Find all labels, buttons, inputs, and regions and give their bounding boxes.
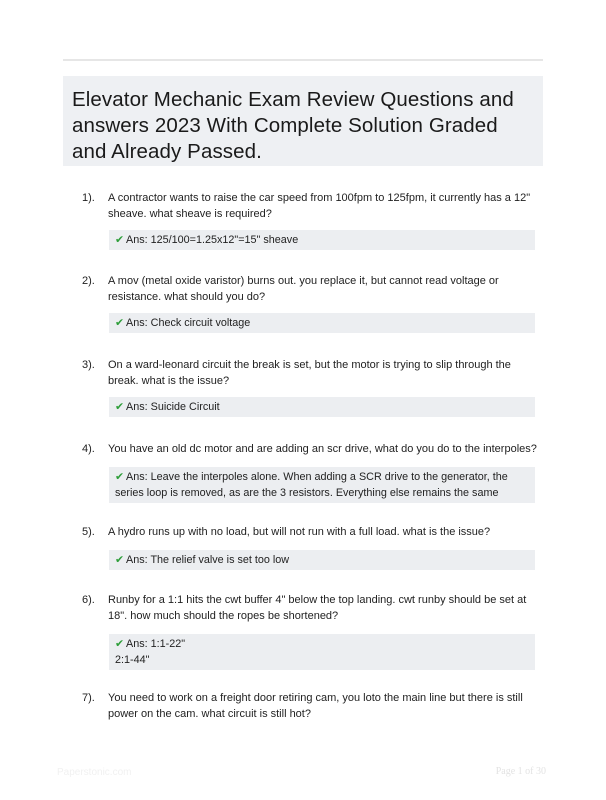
question-item [63, 273, 543, 333]
answer-box [109, 230, 535, 250]
check-icon: ✔ [115, 317, 125, 329]
answer-text: Ans: 125/100=1.25x12"=15" sheave [126, 234, 299, 246]
footer-site-watermark: Paperstonic.com [57, 767, 132, 778]
question-item [63, 190, 543, 250]
question-item [63, 357, 543, 417]
document-title-box [63, 76, 543, 166]
question-number: 1). [82, 192, 95, 204]
answer-text: Ans: The relief valve is set too low [126, 554, 290, 566]
page-number: Page 1 of 30 [495, 766, 546, 777]
question-text: A mov (metal oxide varistor) burns out. you replace it, but cannot read voltage or resistance. what should you do? [108, 275, 499, 303]
question-text: A contractor wants to raise the car speed from 100fpm to 125fpm, it currently has a 12" sheave. what sheave is required? [108, 192, 531, 220]
question-text: You have an old dc motor and are adding an scr drive, what do you do to the interpoles? [108, 443, 537, 455]
answer-box [109, 634, 535, 670]
check-icon: ✔ [115, 554, 125, 566]
answer-box [109, 467, 535, 503]
check-icon: ✔ [115, 471, 125, 483]
check-icon: ✔ [115, 234, 125, 246]
check-icon: ✔ [115, 401, 125, 413]
answer-box [109, 313, 535, 333]
question-text: A hydro runs up with no load, but will not run with a full load. what is the issue? [108, 526, 491, 538]
question-item [63, 441, 543, 503]
question-number: 5). [82, 526, 95, 538]
top-divider [63, 59, 543, 61]
answer-text-line2: 2:1-44" [115, 654, 150, 666]
answer-text: Ans: Check circuit voltage [126, 317, 251, 329]
question-text: You need to work on a freight door retiring cam, you loto the main line but there is still power on the cam. what circuit is still hot? [108, 692, 523, 720]
question-number: 3). [82, 359, 95, 371]
question-item [63, 524, 543, 570]
question-item [63, 592, 543, 670]
answer-text: Ans: Leave the interpoles alone. When adding a SCR drive to the generator, the series loop is removed, as are the 3 resistors. Everything else remains the same [115, 471, 508, 499]
answer-box [109, 397, 535, 417]
question-number: 2). [82, 275, 95, 287]
document-title: Elevator Mechanic Exam Review Questions and answers 2023 With Complete Solution Graded and Already Passed. [72, 88, 514, 163]
answer-text: Ans: Suicide Circuit [126, 401, 220, 413]
answer-box [109, 550, 535, 570]
question-number: 7). [82, 692, 95, 704]
question-number: 4). [82, 443, 95, 455]
answer-text: Ans: 1:1-22" [126, 638, 186, 650]
question-text: On a ward-leonard circuit the break is set, but the motor is trying to slip through the break. what is the issue? [108, 359, 511, 387]
question-number: 6). [82, 594, 95, 606]
question-text: Runby for a 1:1 hits the cwt buffer 4" below the top landing. cwt runby should be set at 18". how much should the ropes be shortened? [108, 594, 527, 622]
check-icon: ✔ [115, 638, 125, 650]
question-item [63, 690, 543, 722]
